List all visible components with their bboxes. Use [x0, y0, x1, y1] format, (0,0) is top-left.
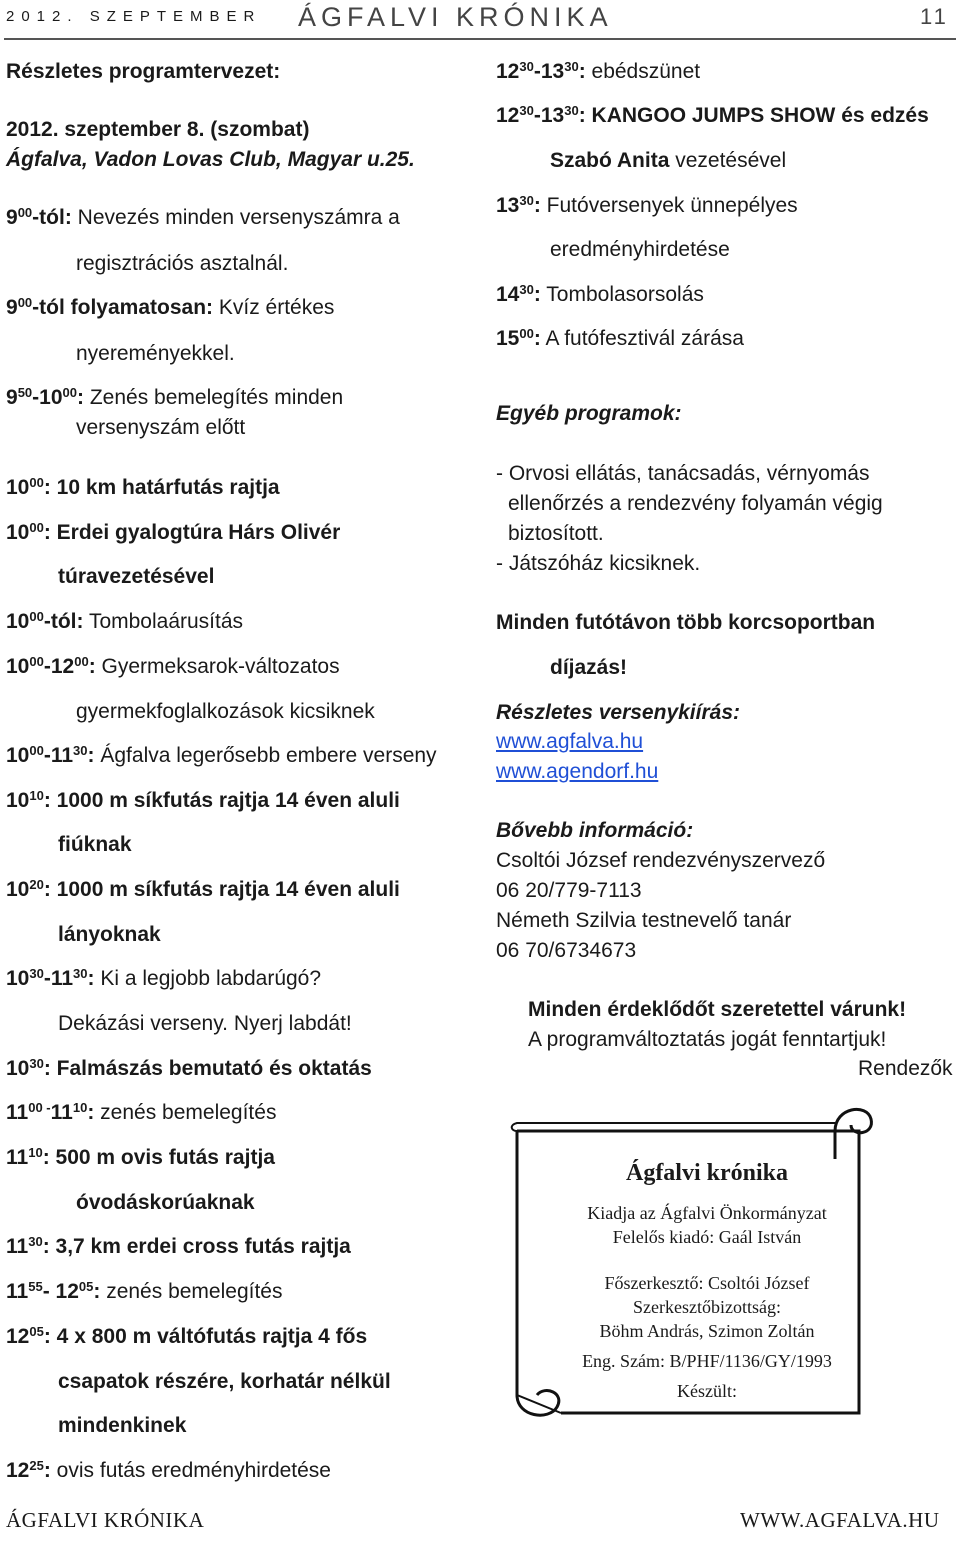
schedule-time — [6, 744, 95, 767]
time-s1: 05 — [29, 1323, 44, 1339]
scroll-frame-icon — [505, 1095, 915, 1425]
schedule-time — [6, 655, 96, 678]
time-suffix: : — [87, 744, 95, 767]
schedule-time — [496, 327, 541, 350]
time-sep: - — [43, 655, 51, 678]
schedule-continuation — [58, 1012, 352, 1036]
schedule-text: Zenés bemelegítés minden — [84, 386, 344, 409]
schedule-item — [6, 967, 321, 991]
time-t2: 12 — [50, 655, 75, 678]
schedule-continuation — [550, 149, 786, 173]
schedule-time — [496, 194, 541, 217]
time-t1: 12 — [6, 1325, 30, 1348]
schedule-item — [6, 521, 340, 545]
schedule-item — [6, 655, 340, 679]
box-publisher: Kiadja az Ágfalvi Önkormányzat — [587, 1203, 827, 1223]
contact-line: Csoltói József rendezvényszervező — [496, 849, 826, 872]
schedule-item — [6, 296, 334, 320]
schedule-time — [6, 296, 213, 319]
details-heading: Részletes versenykiírás: — [496, 701, 740, 724]
time-t1: 10 — [6, 476, 30, 499]
time-suffix: : — [87, 1101, 95, 1124]
schedule-item — [6, 789, 400, 813]
schedule-text: Kvíz értékes — [213, 296, 335, 319]
time-t1: 10 — [6, 878, 30, 901]
schedule-item — [496, 327, 744, 351]
other-program-line: - Orvosi ellátás, tanácsadás, vérnyomás — [496, 462, 870, 485]
schedule-text: 10 km határfutás rajtja — [50, 476, 280, 499]
time-t1: 13 — [496, 194, 520, 217]
schedule-text: 4 x 800 m váltófutás rajtja 4 fős — [50, 1325, 368, 1348]
schedule-host: Szabó Anita — [550, 149, 670, 172]
time-t1: 11 — [6, 1146, 29, 1169]
schedule-time — [6, 1280, 100, 1303]
time-s1: 00 — [17, 204, 33, 220]
box-board-label: Szerkesztőbizottság: — [633, 1297, 781, 1317]
time-sep: - — [43, 744, 51, 767]
time-t2: 13 — [540, 60, 565, 83]
schedule-text: ebédszünet — [585, 60, 701, 83]
time-t1: 10 — [6, 789, 30, 812]
schedule-time — [6, 1459, 51, 1482]
box-board-members: Böhm András, Szimon Zoltán — [599, 1321, 815, 1341]
time-s1: 00 - — [28, 1099, 51, 1115]
schedule-item — [496, 104, 929, 128]
time-s1: 50 — [17, 384, 33, 400]
time-t2: 11 — [50, 967, 74, 990]
schedule-text: 500 m ovis futás rajtja — [49, 1146, 275, 1169]
schedule-time — [6, 521, 51, 544]
time-suffix: : — [533, 327, 541, 350]
time-t2: 11 — [50, 744, 74, 767]
schedule-time — [6, 878, 51, 901]
schedule-text: Ki a legjobb labdarúgó? — [94, 967, 322, 990]
schedule-item — [496, 283, 704, 307]
time-s2: 10 — [72, 1099, 88, 1115]
time-s1: 00 — [29, 608, 44, 624]
schedule-time — [6, 386, 84, 409]
header-divider — [4, 38, 956, 40]
schedule-text: versenyszám előtt — [76, 416, 246, 439]
schedule-item — [6, 1235, 351, 1259]
time-t1: 11 — [6, 1101, 29, 1124]
time-t1: 9 — [6, 206, 18, 229]
reserve-line: A programváltoztatás jogát fenntartjuk! — [528, 1028, 887, 1051]
time-s1: 30 — [29, 965, 44, 981]
organizers-label: Rendezők — [858, 1057, 953, 1080]
schedule-item — [6, 1146, 275, 1170]
schedule-time — [6, 476, 51, 499]
schedule-continuation — [58, 1370, 391, 1394]
schedule-item — [6, 1280, 282, 1304]
schedule-item — [496, 60, 700, 84]
time-suffix: : — [93, 1280, 101, 1303]
time-suffix: : — [43, 476, 51, 499]
box-printed: Készült: — [677, 1381, 737, 1401]
schedule-continuation — [76, 416, 245, 440]
time-s2: 30 — [564, 102, 579, 118]
schedule-text: Erdei gyalogtúra Hárs Olivér — [50, 521, 341, 544]
time-s1: 30 — [29, 1055, 44, 1071]
schedule-time — [496, 283, 541, 306]
time-suffix: : — [42, 1146, 50, 1169]
time-s1: 00 — [29, 474, 44, 490]
schedule-item — [6, 1459, 331, 1483]
time-s2: 00 — [74, 653, 89, 669]
schedule-text: túravezetésével — [58, 565, 215, 588]
schedule-item — [6, 386, 343, 410]
schedule-item — [6, 610, 243, 634]
footer-title: ÁGFALVI KRÓNIKA — [6, 1508, 205, 1532]
schedule-item — [6, 878, 400, 902]
schedule-text: KANGOO JUMPS SHOW és edzés — [585, 104, 929, 127]
time-s2: 00 — [62, 384, 78, 400]
time-t1: 10 — [6, 521, 30, 544]
time-sep: - — [533, 60, 541, 83]
time-s1: 30 — [519, 281, 534, 297]
time-s2: 30 — [564, 58, 579, 74]
time-sep: - — [42, 1280, 56, 1303]
time-sep: - — [32, 386, 40, 409]
time-t2: 12 — [55, 1280, 79, 1303]
time-suffix: : — [43, 878, 51, 901]
issue-date: 2012. SZEPTEMBER — [6, 8, 262, 25]
time-suffix: : — [43, 1325, 51, 1348]
schedule-text: Tombolaárusítás — [83, 610, 244, 633]
schedule-text: 1000 m síkfutás rajtja 14 éven aluli — [50, 878, 400, 901]
schedule-text: vezetésével — [669, 149, 787, 172]
time-t1: 11 — [6, 1235, 29, 1258]
schedule-time — [496, 104, 586, 127]
contact-line: Németh Szilvia testnevelő tanár — [496, 909, 792, 932]
schedule-continuation — [550, 238, 730, 262]
time-t1: 12 — [6, 1459, 30, 1482]
schedule-item — [6, 744, 437, 768]
time-s1: 30 — [519, 58, 534, 74]
time-s2: 30 — [73, 742, 88, 758]
time-t1: 10 — [6, 610, 30, 633]
box-registration: Eng. Szám: B/PHF/1136/GY/1993 — [582, 1351, 832, 1371]
schedule-item — [6, 476, 280, 500]
other-programs-heading: Egyéb programok: — [496, 402, 682, 425]
time-s1: 00 — [29, 653, 44, 669]
schedule-text: regisztrációs asztalnál. — [76, 252, 289, 275]
other-program-line: - Játszóház kicsiknek. — [496, 552, 701, 575]
time-s1: 00 — [519, 325, 534, 341]
schedule-item — [6, 1057, 372, 1081]
schedule-time — [6, 1101, 94, 1124]
time-t2: 13 — [540, 104, 565, 127]
time-t1: 14 — [496, 283, 520, 306]
time-t1: 9 — [6, 386, 18, 409]
time-s1: 10 — [29, 787, 44, 803]
schedule-continuation — [76, 700, 375, 724]
schedule-text: gyermekfoglalkozások kicsiknek — [76, 700, 375, 723]
schedule-continuation — [76, 1191, 255, 1215]
other-program-line: biztosított. — [508, 522, 604, 545]
time-suffix: : — [578, 104, 586, 127]
schedule-text: mindenkinek — [58, 1414, 187, 1437]
contact-line: 06 20/779-7113 — [496, 879, 642, 902]
time-suffix: -tól: — [32, 206, 72, 229]
schedule-item — [6, 1101, 276, 1125]
time-suffix: : — [87, 967, 95, 990]
time-t1: 15 — [496, 327, 520, 350]
schedule-time — [6, 1057, 51, 1080]
time-suffix: : — [42, 1235, 50, 1258]
schedule-text: fiúknak — [58, 833, 132, 856]
time-t2: 10 — [39, 386, 63, 409]
time-suffix: : — [578, 60, 586, 83]
schedule-time — [6, 610, 84, 633]
schedule-time — [496, 60, 586, 83]
schedule-time — [6, 789, 51, 812]
time-t1: 9 — [6, 296, 18, 319]
award-note-cont: díjazás! — [550, 656, 628, 679]
time-t1: 11 — [6, 1280, 29, 1303]
time-suffix: : — [88, 655, 96, 678]
time-t1: 10 — [6, 655, 30, 678]
time-t1: 10 — [6, 1057, 30, 1080]
schedule-text: zenés bemelegítés — [94, 1101, 277, 1124]
time-suffix: : — [43, 521, 51, 544]
schedule-continuation — [76, 342, 235, 366]
other-program-line: ellenőrzés a rendezvény folyamán végig — [508, 492, 883, 515]
schedule-text: 1000 m síkfutás rajtja 14 éven aluli — [50, 789, 400, 812]
schedule-text: Nevezés minden versenyszámra a — [71, 206, 400, 229]
time-suffix: -tól: — [43, 610, 84, 633]
schedule-text: ovis futás eredményhirdetése — [50, 1459, 331, 1482]
time-s2: 30 — [73, 965, 88, 981]
schedule-time — [6, 206, 72, 229]
time-s1: 30 — [519, 102, 534, 118]
event-date: 2012. szeptember 8. (szombat) — [6, 118, 310, 141]
time-s1: 00 — [29, 519, 44, 535]
schedule-text: Ágfalva legerősebb embere verseny — [94, 744, 437, 767]
time-suffix: : — [43, 1057, 51, 1080]
time-t1: 12 — [496, 104, 520, 127]
time-suffix: : — [533, 194, 541, 217]
time-suffix: : — [533, 283, 541, 306]
time-s1: 30 — [28, 1233, 43, 1249]
time-suffix: : — [43, 1459, 51, 1482]
time-s1: 25 — [29, 1457, 44, 1473]
info-heading: Bővebb információ: — [496, 819, 694, 842]
schedule-text: csapatok részére, korhatár nélkül — [58, 1370, 391, 1393]
time-suffix: : — [77, 386, 85, 409]
time-s1: 55 — [28, 1278, 43, 1294]
event-venue: Ágfalva, Vadon Lovas Club, Magyar u.25. — [6, 148, 415, 171]
schedule-item — [496, 194, 798, 218]
schedule-text: eredményhirdetése — [550, 238, 730, 261]
time-t1: 10 — [6, 967, 30, 990]
schedule-text: Falmászás bemutató és oktatás — [50, 1057, 372, 1080]
time-t1: 12 — [496, 60, 520, 83]
footer-website[interactable]: WWW.AGFALVA.HU — [740, 1508, 940, 1532]
schedule-text: Gyermeksarok-változatos — [95, 655, 340, 678]
schedule-time — [6, 1235, 50, 1258]
schedule-text: Dekázási verseny. Nyerj labdát! — [58, 1012, 352, 1035]
time-s1: 20 — [29, 876, 44, 892]
schedule-continuation — [58, 923, 161, 947]
schedule-text: zenés bemelegítés — [100, 1280, 283, 1303]
time-suffix: -tól folyamatosan: — [32, 296, 214, 319]
time-t1: 10 — [6, 744, 30, 767]
box-title: Ágfalvi krónika — [625, 1160, 789, 1186]
contact-line: 06 70/6734673 — [496, 939, 637, 962]
schedule-text: nyereményekkel. — [76, 342, 235, 365]
time-sep: - — [533, 104, 541, 127]
welcome-line: Minden érdeklődőt szeretettel várunk! — [528, 998, 907, 1021]
schedule-item — [6, 1325, 367, 1349]
schedule-text: Tombolasorsolás — [540, 283, 704, 306]
program-heading: Részletes programtervezet: — [6, 60, 281, 83]
time-suffix: : — [43, 789, 51, 812]
schedule-text: lányoknak — [58, 923, 161, 946]
schedule-time — [6, 1146, 50, 1169]
schedule-item — [6, 206, 400, 230]
schedule-continuation — [58, 833, 132, 857]
award-note: Minden futótávon több korcsoportban — [496, 611, 876, 634]
time-s1: 00 — [17, 294, 33, 310]
time-t2: 11 — [50, 1101, 73, 1124]
time-s1: 10 — [28, 1144, 43, 1160]
schedule-text: óvodáskorúaknak — [76, 1191, 255, 1214]
time-sep: - — [43, 967, 51, 990]
schedule-text: 3,7 km erdei cross futás rajtja — [49, 1235, 351, 1258]
agfalva-link[interactable]: www.agfalva.hu — [496, 730, 644, 753]
schedule-text: A futófesztivál zárása — [540, 327, 744, 350]
box-responsible: Felelős kiadó: Gaál István — [612, 1227, 802, 1247]
schedule-text: Futóversenyek ünnepélyes — [540, 194, 798, 217]
agendorf-link[interactable]: www.agendorf.hu — [496, 760, 659, 783]
schedule-time — [6, 1325, 51, 1348]
schedule-continuation — [76, 252, 288, 276]
time-s1: 30 — [519, 192, 534, 208]
time-s1: 00 — [29, 742, 44, 758]
newspaper-title: ÁGFALVI KRÓNIKA — [298, 2, 613, 32]
page-number: 11 — [920, 4, 949, 29]
box-editor: Főszerkesztő: Csoltói József — [604, 1273, 810, 1293]
schedule-continuation — [58, 565, 214, 589]
schedule-continuation — [58, 1414, 186, 1438]
schedule-time — [6, 967, 95, 990]
time-s2: 05 — [78, 1278, 94, 1294]
